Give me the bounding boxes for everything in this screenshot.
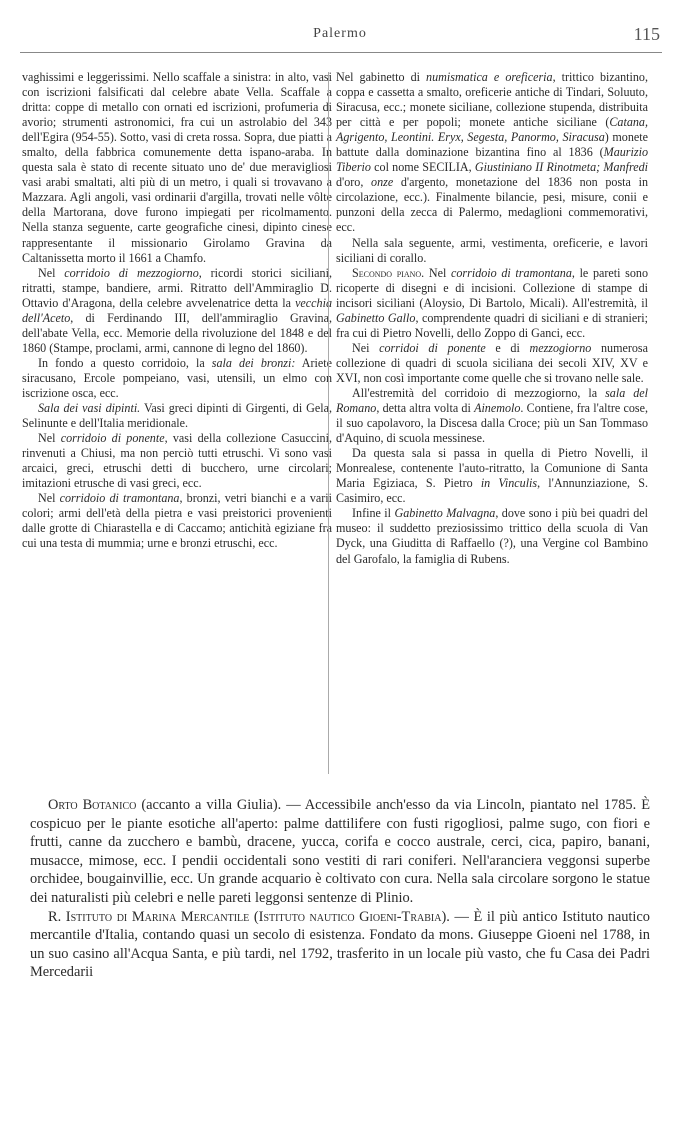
text-run: , trittico bizantino, coppa e cassetta a smalto, oreficerie antiche di Tindari, Soluuto, Siracusa, ecc.; monete siciliane, collezione stupenda, distribuita per città e per popoli; monete antiche siciliane (	[336, 70, 648, 130]
text-run: . — È il più antico Istituto nautico mercantile d'Italia, contando quasi un secolo di esistenza. Fondato da mons. Giuseppe Gioeni nel 1788, in un suo casino all'Acqua Santa, e più tardi, nel 1792, trasferito in un locale più vasto, che fu Casa dei Padri Mercedarii	[30, 908, 650, 981]
text-run: , detta altra volta di	[376, 401, 475, 416]
paragraph	[22, 401, 332, 431]
text-run: Infine il	[352, 506, 395, 521]
section-heading: Orto Botanico	[48, 797, 137, 813]
italic-term: corridoio di tramontana	[451, 265, 572, 280]
paragraph	[336, 506, 648, 566]
text-run: In fondo a questo corridoio, la	[38, 355, 212, 370]
paragraph	[30, 908, 650, 982]
italic-term: vecchia dell'Aceto	[22, 295, 332, 325]
italic-term: onze	[371, 175, 394, 190]
text-run: e di	[485, 340, 530, 355]
text-run: Ariete siracusano, Ercole pompeiano, vasi, utensili, un elmo con iscrizione osca, ecc.	[22, 355, 332, 400]
paragraph	[336, 386, 648, 446]
paragraph	[22, 266, 332, 356]
text-run: . Nel	[421, 265, 451, 280]
italic-term: sala dei bronzi:	[211, 355, 296, 370]
running-header	[20, 26, 660, 46]
text-run: , le pareti sono ricoperte di disegni e di incisioni. Collezione di stampe di incisori siciliani (Aloysio, Di Bartolo, Micali). All'estremità, il	[336, 265, 648, 310]
paragraph	[30, 796, 650, 908]
text-run: Nel gabinetto di	[336, 70, 427, 84]
italic-term: Sala dei vasi dipinti.	[38, 401, 141, 416]
text-run: d'argento, monetazione del 1836 non posta in circolazione, ecc.). Finalmente bilancie, pesi, misure, conii e punzoni della zecca di Palermo, medaglioni commemorativi, ecc.	[336, 175, 648, 235]
text-run: d'oro,	[336, 175, 372, 190]
text-run: Nel	[38, 431, 61, 446]
page-number: 115	[633, 24, 660, 44]
header-rule	[20, 52, 662, 53]
paragraph: vaghissimi e leggerissimi. Nello scaffale a sinistra: in alto, vasi con iscrizioni falsificati dal celebre abate Vella. Scaffale a dritta: coppe di metallo con ornati ed iscrizioni, profumeria di avorio; strumenti astronomici, fra cui un astrolabio del 343 dell'Egira (954-55). Sotto, vasi di creta rossa. Sopra, due piatti a smalto, della fabbrica comunemente detta ispano-araba. In questa sala è stato di recente situato uno de' due meravigliosi vasi arabi smaltati, alti più di un metro, i quali si trovavano a Mazzara. Agli angoli, vasi ordinarii d'argilla, trovati nelle vôlte della Martorana, dove furono impiegati per ricolmamento. Nella stanza seguente, carte geografiche cinesi, dipinto cinese rappresentante il missionario Girolamo Gravina da Caltanissetta morto il 1661 a Chamfo.	[22, 70, 332, 265]
text-run: , bronzi, vetri bianchi e a varii colori; armi dell'età della pietra e vasi preistorici provenienti dalle grotte di Chiarastella e di Caccamo; antichità egiziane fra cui una testa di mummia; urne e bronzi etruschi, ecc.	[22, 491, 332, 551]
italic-term: in Vinculis	[480, 476, 538, 491]
italic-term: Catana, Agrigento, Leontini. Eryx, Segesta, Panormo, Siracusa	[336, 115, 648, 145]
text-run: Nei	[352, 340, 380, 355]
paragraph	[22, 491, 332, 551]
italic-term: Gabinetto Gallo	[336, 310, 416, 325]
text-run: , l'Annunziazione, S. Casimiro, ecc.	[336, 476, 648, 506]
text-run: , dove sono i più bei quadri del museo: il suddetto preziosissimo trittico della scuola di Van Dyck, una Giuditta di Raffaello (?), una Vergine col Bambino del Garofalo, la famiglia di Rubens.	[336, 506, 648, 566]
section-heading: Secondo piano	[352, 265, 422, 280]
italic-term: Gabinetto Malvagna	[394, 506, 496, 521]
italic-term: Maurizio Tiberio	[336, 145, 648, 175]
text-run: , vasi della collezione Casuccini, rinvenuti a Chiusi, ma non perciò tutti etruschi. Vi sono vasi arcaici, greci, etruschi detti di bucchero, urne circolari; imitazioni etrusche di vasi greci, ecc.	[22, 431, 332, 491]
text-run: col nome SECILIA,	[370, 160, 475, 175]
text-run: numerosa collezione di quadri di scuola siciliana dei secoli XIV, XV e XVI, non così importante come quelle che si trovano nelle sale.	[336, 340, 648, 385]
paragraph	[336, 446, 648, 506]
text-run: (accanto a villa Giulia). — Accessibile anch'esso da via Lincoln, piantato nel 1785. È cospicuo per le piante esotiche all'aperto: palme dattilifere con fusti rigogliosi, palme sugo, con fiori e frutti, canne da zucchero e bambù, dracene, yucca, corifa e cocco australe, cerci, cica, papiro, banani, musacce, mimose, ecc. I pendii occidentali sono vestiti di rari coniferi. Nell'aranciera veggonsi superbe orchidee, bougainvillie, ecc. Un grande acquario è coltivato con cura. Nella sala circolare sorgono le statue dei naturalisti più celebri e nelle pareti leggonsi sentenze di Plinio.	[30, 797, 650, 906]
paragraph: Nella sala seguente, armi, vestimenta, oreficerie, e lavori siciliani di corallo.	[336, 235, 648, 265]
text-run: Nel	[38, 265, 65, 280]
italic-term: Ainemolo	[474, 401, 521, 416]
running-title: Palermo	[313, 26, 367, 41]
italic-term: mezzogiorno	[529, 340, 592, 355]
text-run: All'estremità del corridoio di mezzogiorno, la	[352, 385, 606, 400]
paragraph	[336, 70, 648, 236]
text-run: Da questa sala si passa in quella di Pietro Novelli, il Monrealese, contenente l'auto-ritratto, la Comunione di Santa Maria Egiziaca, S. Pietro	[336, 446, 648, 491]
text-run: , comprendente quadri di siciliani e di stranieri; fra cui di Pietro Novelli, dello Zoppo di Ganci, ecc.	[336, 310, 648, 340]
column-divider	[328, 72, 329, 774]
right-column	[336, 70, 648, 567]
text-run: ) monete battute dalla dominazione bizantina fino al 1836 (	[336, 130, 648, 160]
italic-term: numismatica e oreficeria	[426, 70, 553, 84]
paragraph	[22, 431, 332, 491]
italic-term: corridoi di ponente	[379, 340, 486, 355]
left-column	[22, 70, 332, 552]
section-heading: R. Istituto di Marina Mercantile (Istituto nautico Gioeni-Trabia)	[48, 908, 447, 925]
italic-term: corridoio di tramontana	[59, 491, 180, 506]
italic-term: sala del Romano	[336, 385, 648, 416]
paragraph	[336, 341, 648, 386]
text-run: , di Ferdinando III, dell'ammiraglio Gravina, dell'abate Vella, ecc. Memorie della rivoluzione del 1848 e del 1860 (Stampe, proclami, armi, cannone di legno del 1860).	[22, 310, 332, 355]
italic-term: corridoio di mezzogiorno	[64, 265, 199, 280]
text-run: Nel	[38, 491, 60, 506]
text-run: . Contiene, fra l'altre cose, il suo capolavoro, la Discesa dalla Croce; più un San Tommaso d'Aquino, di scuola messinese.	[336, 401, 649, 446]
text-run: Vasi greci dipinti di Girgenti, di Gela, Selinunte e dell'Italia meridionale.	[22, 401, 333, 431]
text-run: , ricordi storici siciliani, ritratti, stampe, bandiere, armi. Ritratto dell'Ammiraglio D. Ottavio d'Aragona, della celebre avvelenatrice detta la	[22, 265, 332, 310]
paragraph	[22, 356, 332, 401]
italic-term: Giustiniano II Rinotmeta; Manfredi	[474, 160, 648, 175]
full-width-text	[30, 796, 650, 982]
italic-term: corridoio di ponente	[60, 431, 165, 446]
paragraph	[336, 266, 648, 341]
